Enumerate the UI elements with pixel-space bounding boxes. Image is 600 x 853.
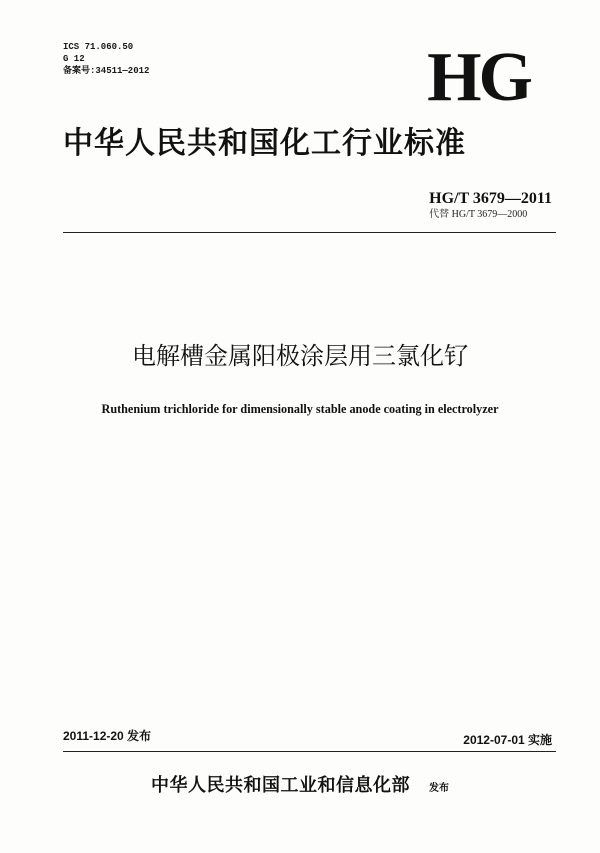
standard-title: 中华人民共和国化工行业标准 <box>63 126 466 161</box>
standard-code-block <box>429 190 552 221</box>
filing-number: 备案号:34511—2012 <box>63 66 150 76</box>
bottom-divider <box>63 751 556 752</box>
english-title: Ruthenium trichloride for dimensionally stable anode coating in electrolyzer <box>101 402 499 416</box>
standard-code: HG/T 3679—2011 <box>429 190 552 207</box>
ics-code: ICS 71.060.50 <box>63 42 134 52</box>
effective-date: 2012-07-01 实施 <box>463 733 552 747</box>
classification-code: G 12 <box>63 54 85 64</box>
main-title: 电解槽金属阳极涂层用三氯化钌 <box>132 342 468 370</box>
top-divider <box>63 232 556 233</box>
publisher-label: 发布 <box>429 783 450 794</box>
document-metadata <box>63 41 149 77</box>
publisher-line <box>0 774 600 801</box>
issue-date: 2011-12-20 发布 <box>63 729 152 743</box>
publisher-name: 中华人民共和国工业和信息化部 <box>150 775 410 796</box>
replacement-code: 代替 HG/T 3679—2000 <box>429 209 528 220</box>
hg-brand-mark: HG <box>427 39 530 116</box>
